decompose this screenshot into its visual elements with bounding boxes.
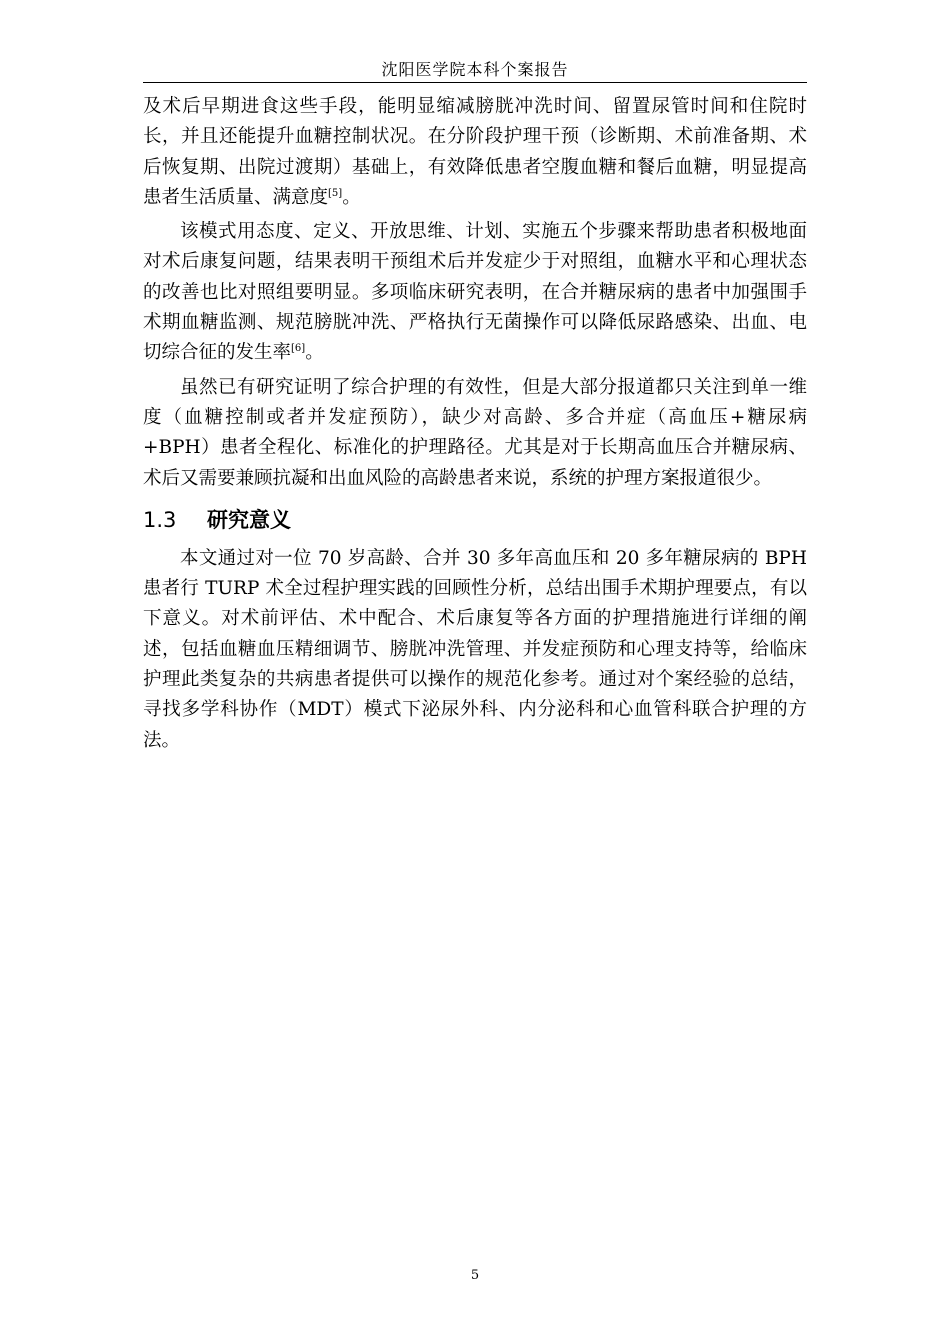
paragraph bbox=[143, 217, 807, 368]
paragraph-text: 虽然已有研究证明了综合护理的有效性，但是大部分报道都只关注到单一维度（血糖控制或者并发症预防），缺少对高龄、多合并症（高血压+糖尿病+BPH）患者全程化、标准化的护理路径。尤其是对于长期高血压合并糖尿病、术后又需要兼顾抗凝和出血风险的高龄患者来说，系统的护理方案报道很少。 bbox=[143, 376, 807, 489]
page-number: 5 bbox=[470, 1268, 480, 1283]
paragraph-end: 。 bbox=[342, 186, 361, 208]
paragraph bbox=[143, 373, 807, 494]
citation-6: [6] bbox=[291, 343, 306, 355]
section-title: 研究意义 bbox=[207, 507, 291, 532]
section-number: 1.3 bbox=[143, 507, 177, 532]
paragraph-text: 该模式用态度、定义、开放思维、计划、实施五个步骤来帮助患者积极地面对术后康复问题，结果表明干预组术后并发症少于对照组，血糖水平和心理状态的改善也比对照组要明显。多项临床研究表明，在合并糖尿病的患者中加强围手术期血糖监测、规范膀胱冲洗、严格执行无菌操作可以降低尿路感染、出血、电切综合征的发生率 bbox=[143, 221, 807, 364]
running-header: 沈阳医学院本科个案报告 bbox=[143, 58, 807, 83]
paragraph-text: 及术后早期进食这些手段，能明显缩减膀胱冲洗时间、留置尿管时间和住院时长，并且还能提升血糖控制状况。在分阶段护理干预（诊断期、术前准备期、术后恢复期、出院过渡期）基础上，有效降低患者空腹血糖和餐后血糖，明显提高患者生活质量、满意度 bbox=[143, 96, 807, 208]
paragraph-continued bbox=[143, 92, 807, 213]
paragraph-end: 。 bbox=[305, 342, 324, 364]
paragraph bbox=[143, 544, 807, 756]
body-text bbox=[143, 92, 807, 756]
section-heading bbox=[143, 500, 807, 540]
citation-5: [5] bbox=[328, 187, 343, 199]
paragraph-text: 本文通过对一位 70 岁高龄、合并 30 多年高血压和 20 多年糖尿病的 BPH 患者行 TURP 术全过程护理实践的回顾性分析，总结出围手术期护理要点，有以下意义。对术前评估、术中配合、术后康复等各方面的护理措施进行详细的阐述，包括血糖血压精细调节、膀胱冲洗管理、并发症预防和心理支持等，给临床护理此类复杂的共病患者提供可以操作的规范化参考。通过对个案经验的总结，寻找多学科协作（MDT）模式下泌尿外科、内分泌科和心血管科联合护理的方法。 bbox=[143, 547, 807, 751]
